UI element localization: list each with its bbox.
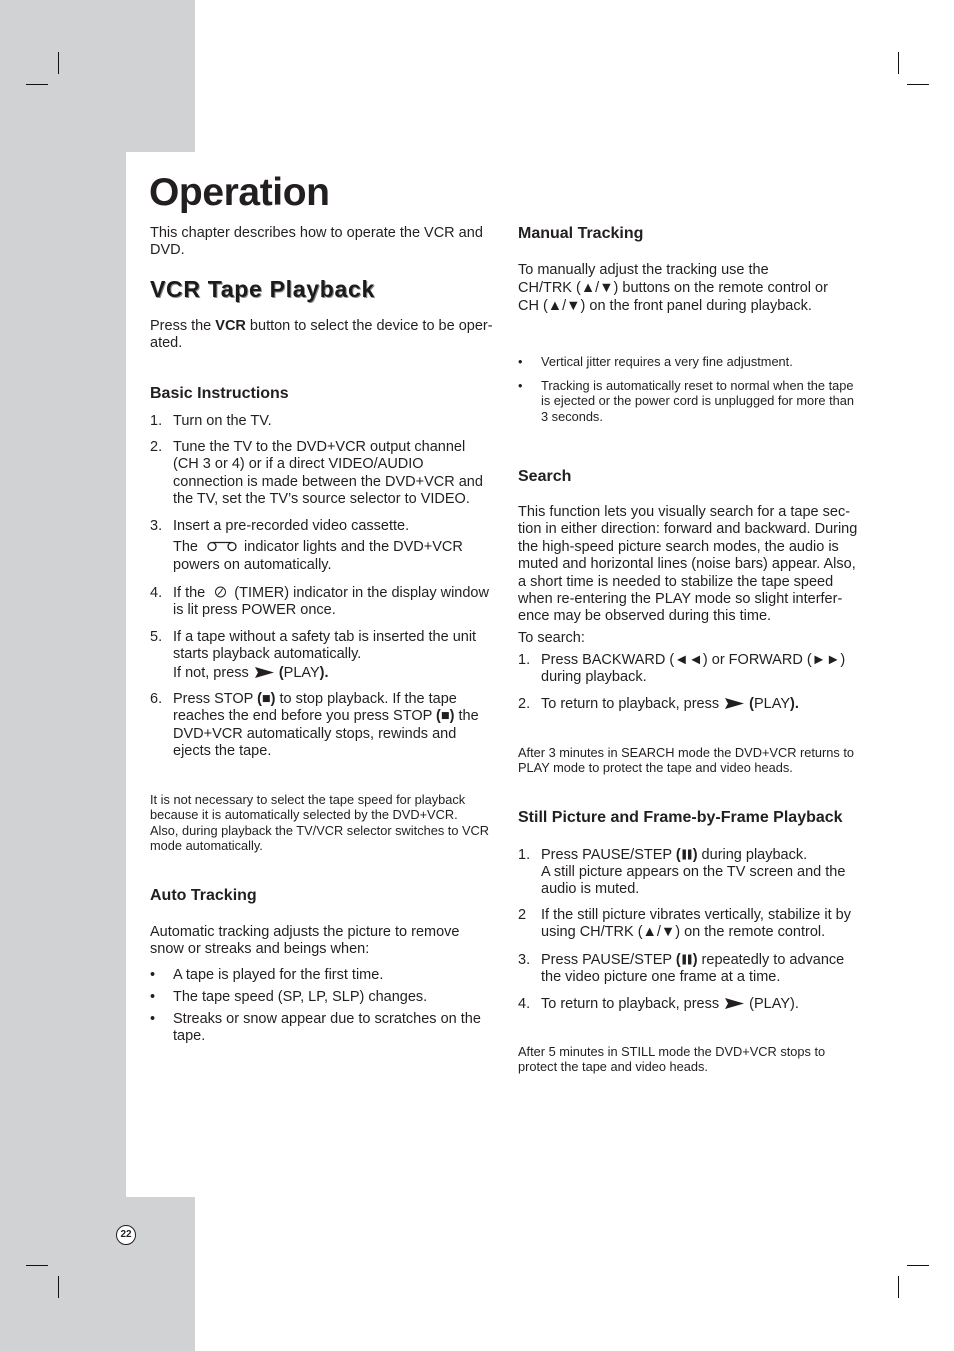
indicator-text-start: The	[173, 539, 203, 555]
step-text-part: the DVD+VCR automatically stops, rewinds and ejects the tape.	[173, 708, 479, 760]
bullet: •	[150, 989, 156, 1005]
cassette-icon	[207, 541, 237, 552]
vcr-select-text-start: Press the	[150, 318, 216, 334]
stop-symbol: (■)	[257, 691, 276, 707]
step-number: 2.	[518, 696, 531, 712]
step-text	[541, 952, 844, 987]
step-number: 2.	[150, 439, 163, 455]
step-text-end: (TIMER) indicator in the display window is lit press POWER once.	[173, 585, 489, 619]
play-icon	[725, 698, 744, 709]
auto-tracking-paragraph: Automatic tracking adjusts the picture to remove snow or streaks and beings when:	[150, 924, 460, 958]
timer-icon	[214, 586, 227, 598]
step-text-start: If the	[173, 585, 210, 601]
step-text: Insert a pre-recorded video cassette.	[173, 518, 410, 534]
subheading-auto-tracking: Auto Tracking	[150, 887, 257, 904]
step-number: 1.	[518, 847, 531, 863]
step-text: Press BACKWARD (◄◄) or FORWARD (►►) during playback.	[541, 652, 846, 686]
step-number: 2	[518, 907, 527, 923]
bullet-text: Tracking is automatically reset to normal when the tape is ejected or the power cord is unplugged for more than 3 seconds.	[541, 378, 854, 424]
crop-mark	[907, 84, 929, 85]
basic-step-3-indicator-note	[173, 538, 463, 574]
step-number: 1.	[518, 652, 531, 668]
step-number: 3.	[518, 952, 531, 968]
step-text-part: to stop playback. If the tape reaches the end before you press STOP	[173, 691, 457, 725]
crop-mark	[898, 1276, 899, 1298]
crop-mark	[58, 52, 59, 74]
pause-paren-open: (	[675, 952, 681, 968]
step-text	[541, 847, 845, 898]
stop-symbol: (■)	[436, 708, 455, 725]
step-text	[173, 585, 489, 620]
step-text	[541, 696, 799, 713]
step-text-start: Press PAUSE/STEP	[541, 952, 676, 968]
page-number: 22	[116, 1225, 136, 1245]
step-number: 4.	[150, 585, 163, 601]
pause-paren-open: (	[675, 847, 681, 863]
crop-mark	[26, 84, 48, 85]
step-text: Tune the TV to the DVD+VCR output channel (CH 3 or 4) or if a direct VIDEO/AUDIO connection is made between the DVD+VCR and the TV, set the TV’s source selector to VIDEO.	[173, 439, 483, 508]
bullet-text: The tape speed (SP, LP, SLP) changes.	[173, 989, 428, 1005]
page-title: Operation	[149, 171, 330, 214]
play-icon	[255, 667, 274, 678]
bullet-text: A tape is played for the first time.	[173, 967, 384, 983]
subheading-basic-instructions: Basic Instructions	[150, 385, 289, 402]
search-lead: To search:	[518, 630, 585, 646]
note-tape-speed: It is not necessary to select the tape speed for playback because it is automatically selected by the DVD+VCR. Also, during playback the TV/VCR selector switches to VCR mode automatically.	[150, 792, 490, 854]
bullet-text: Vertical jitter requires a very fine adjustment.	[541, 354, 793, 369]
subheading-manual-tracking: Manual Tracking	[518, 225, 644, 242]
step-text-part: Press STOP	[173, 691, 258, 707]
crop-mark	[58, 1276, 59, 1298]
subheading-search: Search	[518, 468, 572, 485]
play-icon	[725, 998, 744, 1009]
pause-paren-close: )	[692, 847, 698, 863]
play-paren-close: ).	[790, 696, 799, 712]
vcr-button-name: VCR	[215, 318, 246, 334]
play-paren-open: (	[745, 696, 755, 712]
play-text-start: If not, press	[173, 665, 253, 681]
step-number: 3.	[150, 518, 163, 534]
step-text: Turn on the TV.	[173, 413, 272, 429]
crop-mark	[907, 1265, 929, 1266]
vcr-select-text-end: button to select the device to be oper- ated.	[150, 318, 493, 352]
section-heading-vcr-tape-playback: VCR Tape Playback	[150, 276, 375, 302]
subheading-still-picture: Still Picture and Frame-by-Frame Playback	[518, 809, 843, 826]
crop-mark	[898, 52, 899, 74]
pause-icon	[682, 954, 692, 965]
bullet-text: Streaks or snow appear due to scratches on the tape.	[173, 1011, 481, 1045]
crop-mark	[26, 1265, 48, 1266]
step-text-start: To return to playback, press	[541, 696, 724, 712]
step-text: If the still picture vibrates vertically, stabilize it by using CH/TRK (▲/▼) on the remote control.	[541, 907, 851, 941]
bullet: •	[150, 967, 156, 983]
step-text-start: Press PAUSE/STEP	[541, 847, 676, 863]
play-label: PLAY	[283, 665, 320, 681]
step-text-end: during playback. A still picture appears on the TV screen and the audio is muted.	[541, 847, 846, 897]
step-number: 4.	[518, 996, 531, 1012]
step-text-start: To return to playback, press	[541, 996, 724, 1012]
step-number: 6.	[150, 691, 163, 707]
step-text-end: repeatedly to advance the video picture one frame at a time.	[541, 952, 845, 986]
play-paren-open: (	[274, 665, 284, 681]
manual-tracking-paragraph: To manually adjust the tracking use the CH/TRK (▲/▼) buttons on the remote control or CH (▲/▼) on the front panel during playback.	[518, 262, 828, 314]
step-text	[173, 691, 479, 761]
basic-step-5-play-note	[173, 665, 329, 682]
play-paren-close: ).	[319, 665, 329, 681]
note-still-timeout: After 5 minutes in STILL mode the DVD+VCR stops to protect the tape and video heads.	[518, 1044, 826, 1075]
intro-paragraph: This chapter describes how to operate the VCR and DVD.	[150, 225, 483, 259]
note-search-timeout: After 3 minutes in SEARCH mode the DVD+VCR returns to PLAY mode to protect the tape and video heads.	[518, 745, 855, 776]
step-number: 1.	[150, 413, 163, 429]
pause-icon	[682, 849, 692, 860]
bullet: •	[150, 1011, 156, 1027]
vcr-select-paragraph	[150, 318, 493, 353]
step-text: If a tape without a safety tab is inserted the unit starts playback automatically.	[173, 629, 477, 663]
play-label: PLAY	[754, 696, 791, 712]
bullet: •	[518, 354, 523, 369]
step-text-end: (PLAY).	[745, 996, 799, 1012]
pause-paren-close: )	[692, 952, 698, 968]
search-paragraph: This function lets you visually search for a tape sec- tion in either direction: forward and backward. During the high-speed picture search modes, the audio is muted and horizontal lines (noise bars) appear. Also, a short time is needed to stabilize the tape speed when re-entering the PLAY mode so slight interfer- ence may be observed during this time.	[518, 504, 858, 625]
bullet: •	[518, 378, 523, 393]
indicator-text-end: indicator lights and the DVD+VCR powers on automatically.	[173, 539, 463, 573]
step-text	[541, 996, 799, 1013]
step-number: 5.	[150, 629, 163, 645]
